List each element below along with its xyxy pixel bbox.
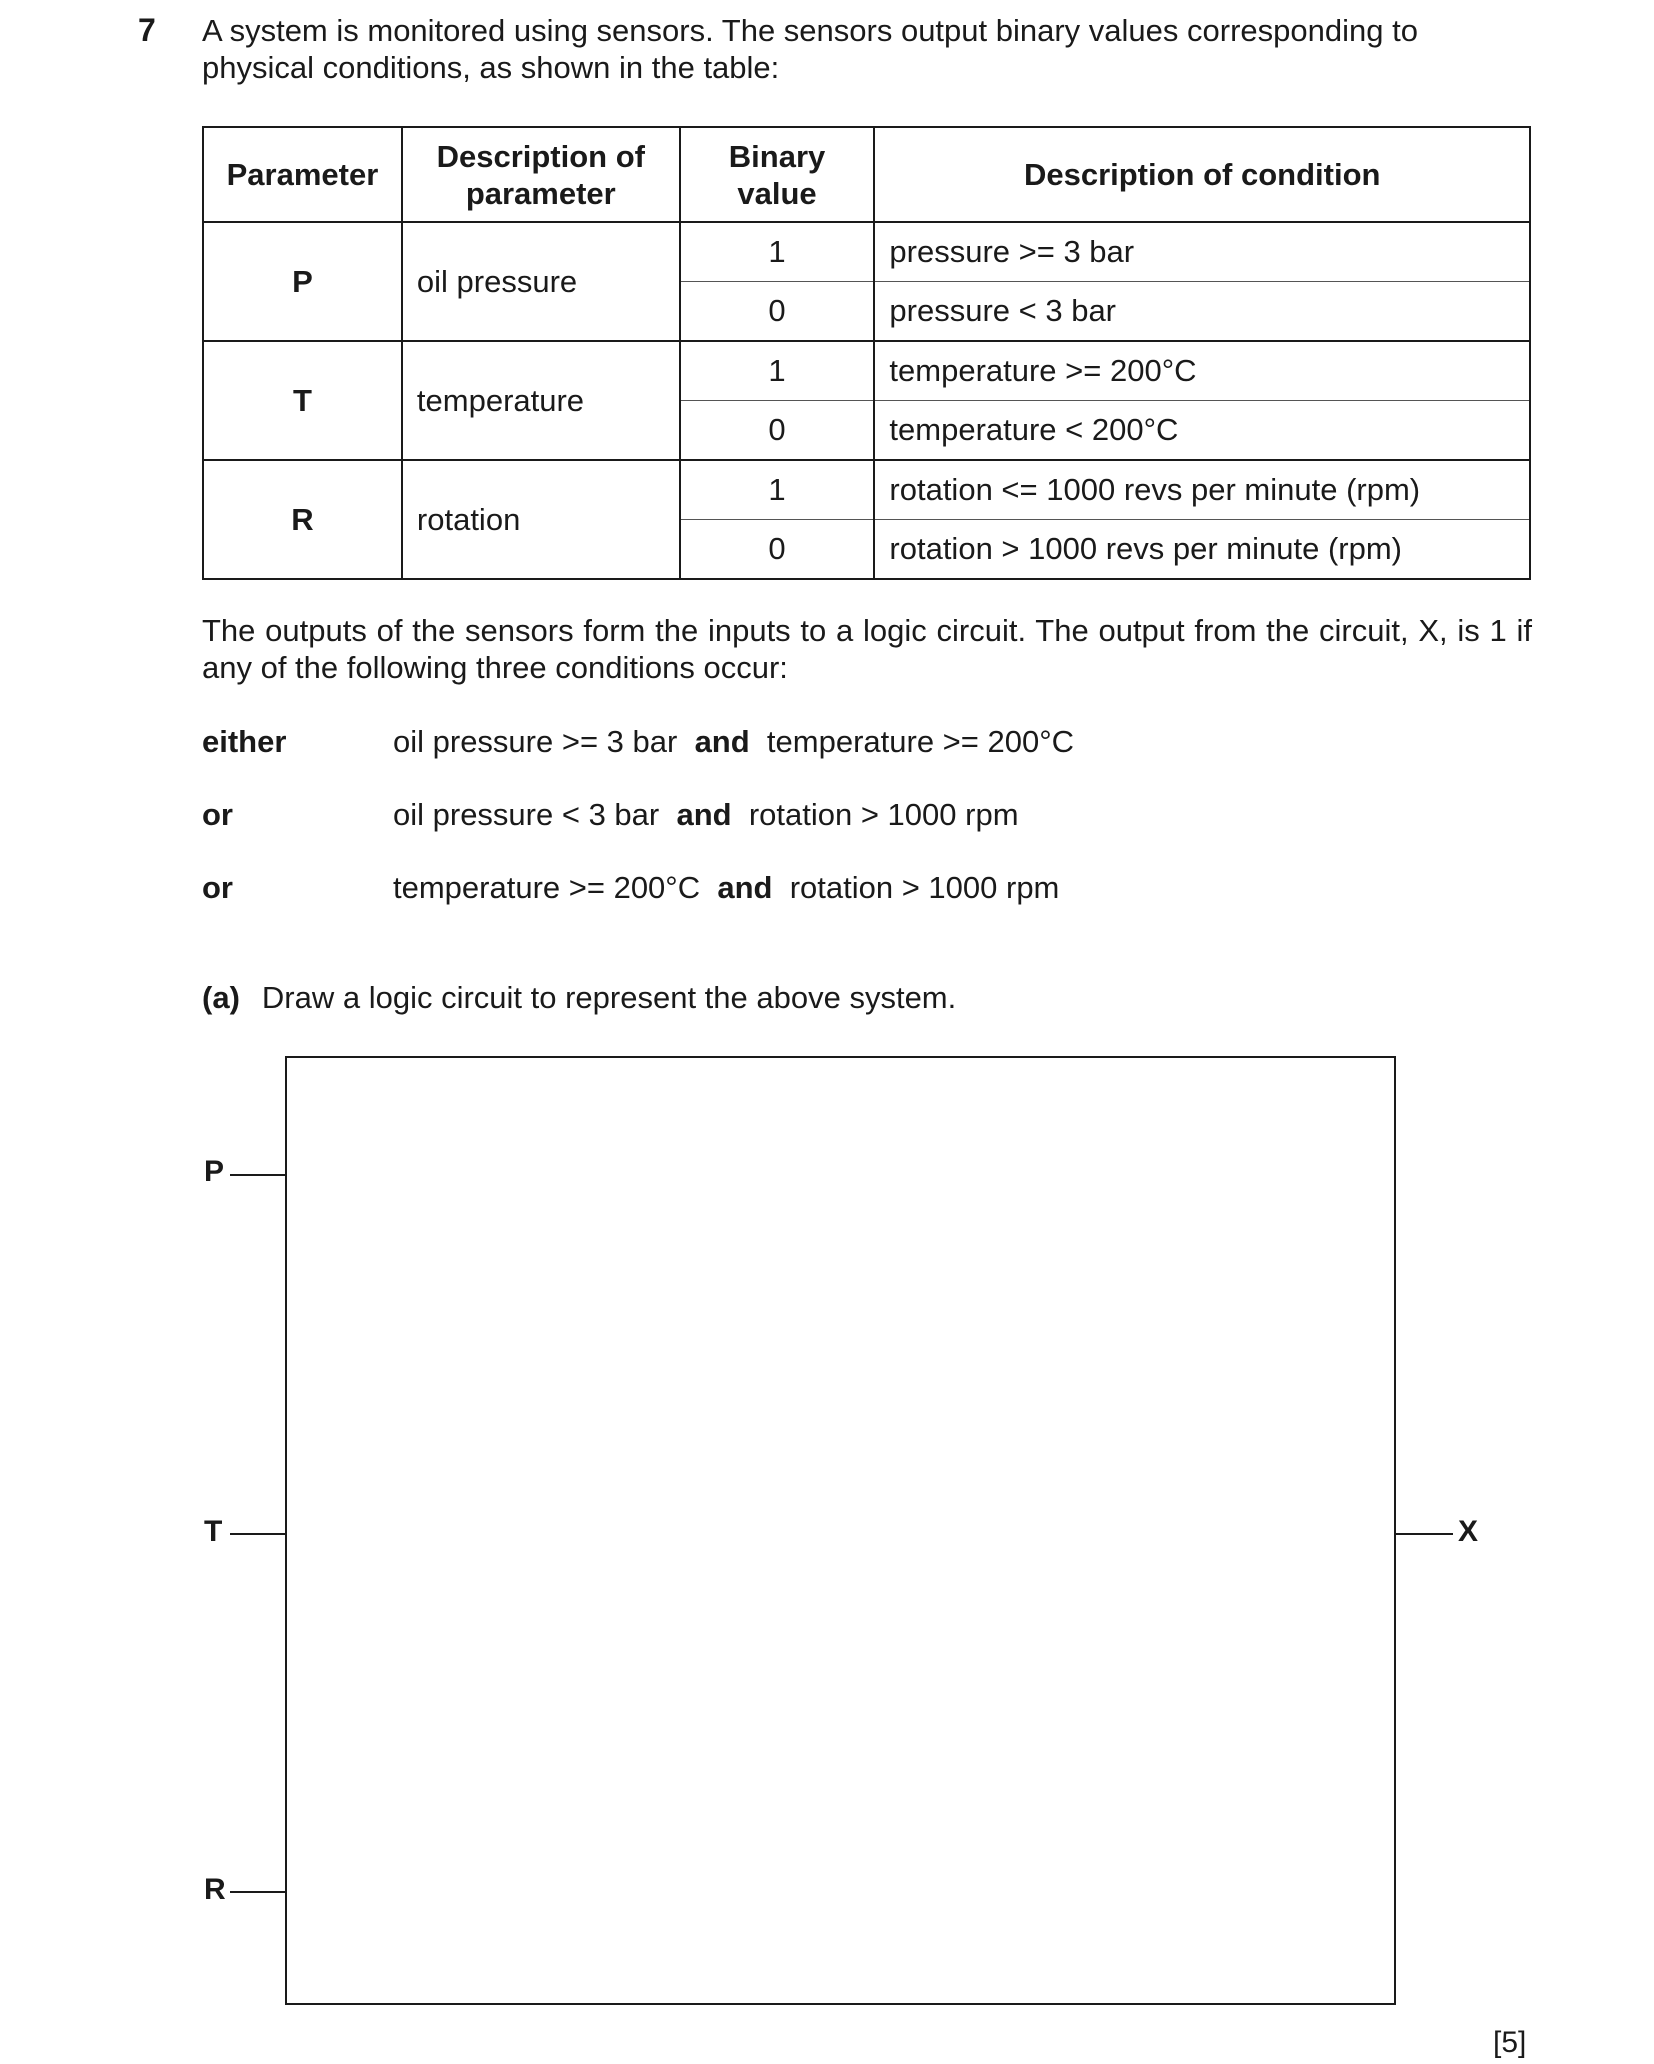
condition-right: rotation > 1000 rpm [789,870,1060,905]
header-parameter: Parameter [203,127,402,222]
condition-joiner: and [717,870,773,905]
condition-description: rotation <= 1000 revs per minute (rpm) [874,460,1530,520]
condition-description: temperature < 200°C [874,401,1530,461]
table-header-row [203,127,1530,222]
condition-description: temperature >= 200°C [874,341,1530,401]
header-binary-value: Binary value [680,127,875,222]
binary-value: 0 [680,282,875,342]
marks-available: [5] [1493,2026,1527,2059]
part-a [202,980,956,1016]
param-t-description: temperature [402,341,680,460]
header-description-of-parameter: Description of parameter [402,127,680,222]
condition-joiner: and [694,724,750,759]
condition-joiner: and [676,797,732,832]
header-description-of-condition: Description of condition [874,127,1530,222]
output-label-x: X [1458,1515,1479,1548]
sensor-table [202,126,1531,580]
condition-left: temperature >= 200°C [393,870,701,905]
param-r: R [203,460,402,579]
input-line-p [230,1174,286,1176]
param-r-description: rotation [402,460,680,579]
param-p-description: oil pressure [402,222,680,341]
part-a-text: Draw a logic circuit to represent the above system. [261,980,957,1015]
condition-description: pressure >= 3 bar [874,222,1530,282]
condition-right: rotation > 1000 rpm [748,797,1019,832]
binary-value: 0 [680,401,875,461]
output-line-x [1395,1533,1453,1535]
condition-left: oil pressure < 3 bar [393,797,660,832]
binary-value: 0 [680,520,875,580]
table-row [203,341,1530,401]
part-a-label: (a) [202,980,240,1015]
circuit-description: The outputs of the sensors form the inputs to a logic circuit. The output from the circuit, X, is 1 if any of the following three conditions occur: [202,613,1532,685]
input-line-r [230,1891,286,1893]
condition-line [393,870,1059,906]
condition-description: pressure < 3 bar [874,282,1530,342]
condition-description: rotation > 1000 revs per minute (rpm) [874,520,1530,580]
input-label-r: R [204,1873,226,1906]
binary-value: 1 [680,222,875,282]
table-row [203,460,1530,520]
answer-drawing-box[interactable] [285,1056,1396,2005]
param-t: T [203,341,402,460]
input-label-t: T [204,1515,223,1548]
binary-value: 1 [680,341,875,401]
question-number: 7 [138,12,156,48]
condition-keyword: either [202,724,287,759]
condition-keyword: or [202,797,233,832]
condition-left: oil pressure >= 3 bar [393,724,678,759]
table-row [203,222,1530,282]
input-line-t [230,1533,286,1535]
param-p: P [203,222,402,341]
condition-keyword: or [202,870,233,905]
question-intro: A system is monitored using sensors. The sensors output binary values corresponding to physical conditions, as shown in the table: [202,13,1418,85]
input-label-p: P [204,1155,225,1188]
condition-right: temperature >= 200°C [766,724,1075,759]
binary-value: 1 [680,460,875,520]
condition-line [393,797,1019,833]
condition-line [393,724,1074,760]
